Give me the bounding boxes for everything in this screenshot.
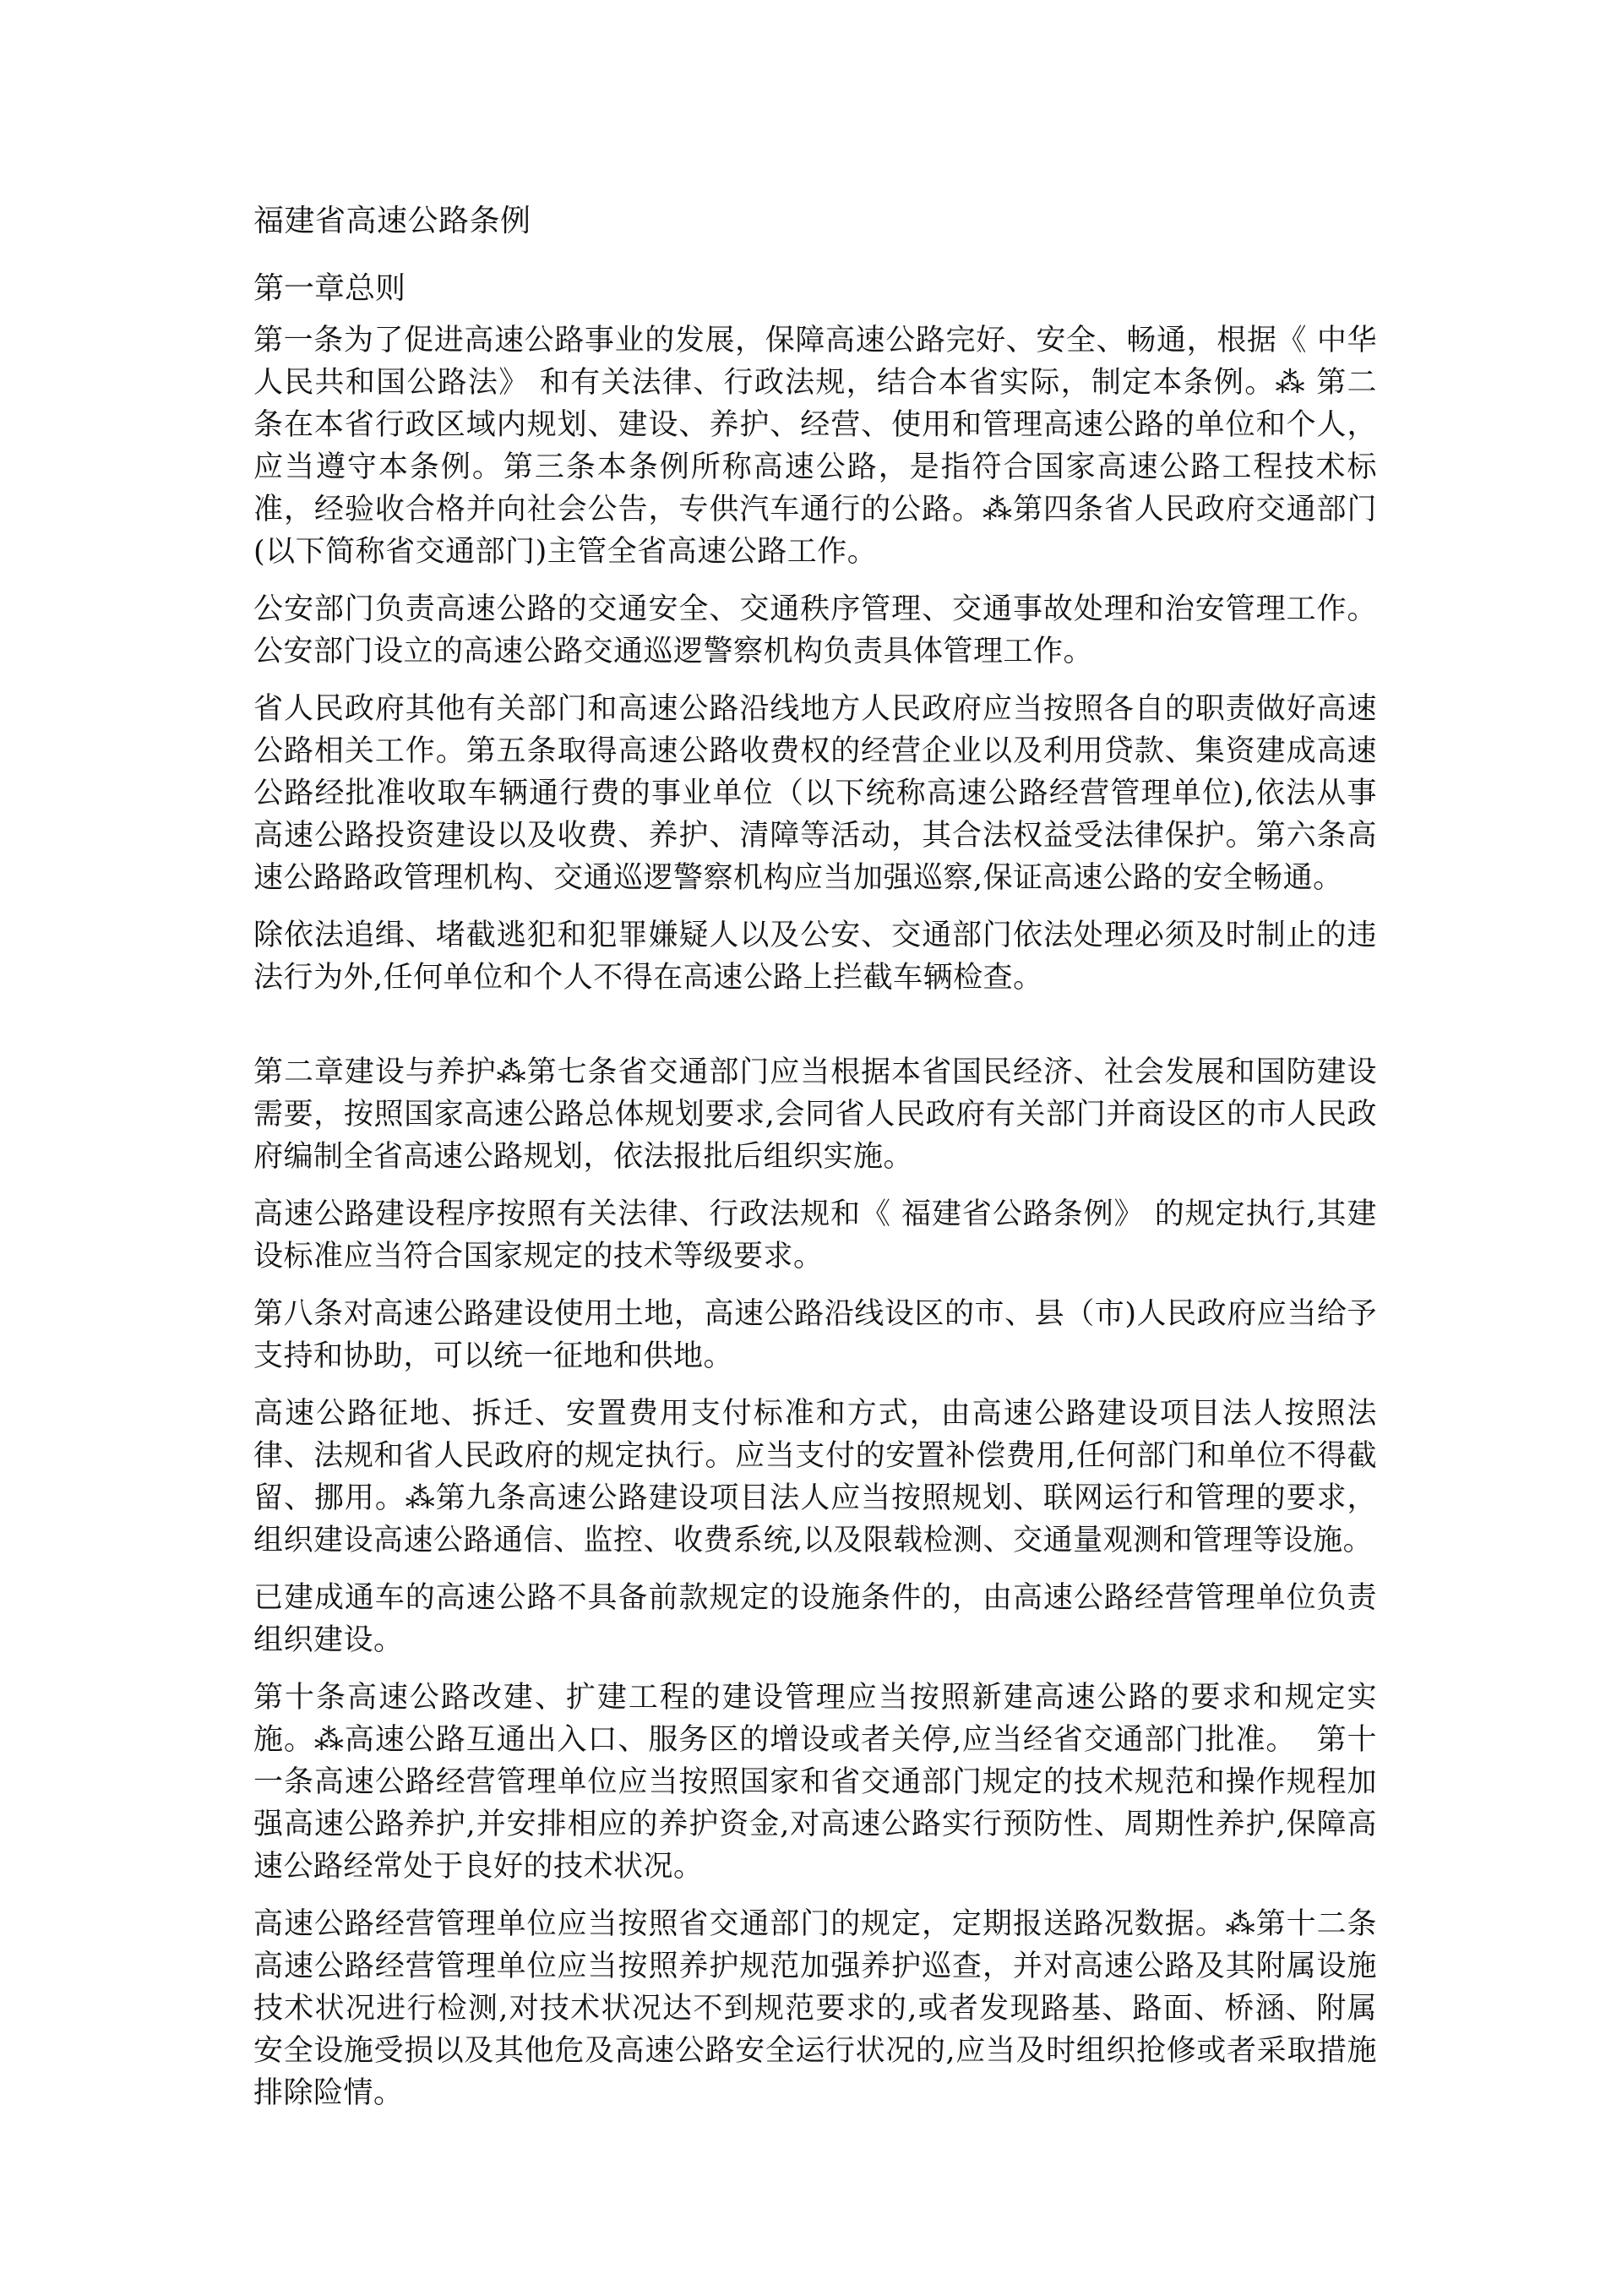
document-title: 福建省高速公路条例: [253, 204, 531, 238]
paragraph: 高速公路经营管理单位应当按照省交通部门的规定，定期报送路况数据。⁂第十二条高速公路经营管理单位应当按照养护规范加强养护巡查，并对高速公路及其附属设施技术状况进行检测,对技术状况达不到规范要求的,或者发现路基、路面、桥涵、附属安全设施受损以及其他危及高速公路安全运行状况的,应当及时组织抢修或者采取措施排除险情。: [253, 1907, 1377, 2110]
document-page: [253, 199, 1377, 2130]
paragraph: 公安部门负责高速公路的交通安全、交通秩序管理、交通事故处理和治安管理工作。公安部门设立的高速公路交通巡逻警察机构负责具体管理工作。: [253, 592, 1377, 668]
section-spacer: [253, 1014, 1377, 1051]
paragraph: 第二章建设与养护⁂第七条省交通部门应当根据本省国民经济、社会发展和国防建设需要，按照国家高速公路总体规划要求,会同省人民政府有关部门并商设区的市人民政府编制全省高速公路规划，依法报批后组织实施。: [253, 1055, 1377, 1174]
paragraph: 省人民政府其他有关部门和高速公路沿线地方人民政府应当按照各自的职责做好高速公路相关工作。第五条取得高速公路收费权的经营企业以及利用贷款、集资建成高速公路经批准收取车辆通行费的事业单位（以下统称高速公路经营管理单位),依法从事高速公路投资建设以及收费、养护、清障等活动，其合法权益受法律保护。第六条高速公路路政管理机构、交通巡逻警察机构应当加强巡察,保证高速公路的安全畅通。: [253, 692, 1377, 895]
paragraph: 已建成通车的高速公路不具备前款规定的设施条件的，由高速公路经营管理单位负责组织建设。: [253, 1581, 1377, 1657]
paragraph: 第八条对高速公路建设使用土地，高速公路沿线设区的市、县（市)人民政府应当给予支持和协助，可以统一征地和供地。: [253, 1297, 1377, 1373]
chapter-heading: 第一章总则: [253, 271, 406, 306]
paragraph: 除依法追缉、堵截逃犯和犯罪嫌疑人以及公安、交通部门依法处理必须及时制止的违法行为外,任何单位和个人不得在高速公路上拦截车辆检查。: [253, 919, 1377, 995]
paragraph: 高速公路建设程序按照有关法律、行政法规和《 福建省公路条例》 的规定执行,其建设标准应当符合国家规定的技术等级要求。: [253, 1197, 1377, 1273]
paragraph: 第十条高速公路改建、扩建工程的建设管理应当按照新建高速公路的要求和规定实施。⁂高速公路互通出入口、服务区的增设或者关停,应当经省交通部门批准。 第十一条高速公路经营管理单位应当按照国家和省交通部门规定的技术规范和操作规程加强高速公路养护,并安排相应的养护资金,对高速公路实行预防性、周期性养护,保障高速公路经常处于良好的技术状况。: [253, 1681, 1377, 1884]
paragraph: 高速公路征地、拆迁、安置费用支付标准和方式，由高速公路建设项目法人按照法律、法规和省人民政府的规定执行。应当支付的安置补偿费用,任何部门和单位不得截留、挪用。⁂第九条高速公路建设项目法人应当按照规划、联网运行和管理的要求，组织建设高速公路通信、监控、收费系统,以及限载检测、交通量观测和管理等设施。: [253, 1397, 1377, 1557]
paragraph: 第一条为了促进高速公路事业的发展，保障高速公路完好、安全、畅通，根据《 中华人民共和国公路法》 和有关法律、行政法规，结合本省实际，制定本条例。⁂ 第二条在本省行政区域内规划、建设、养护、经营、使用和管理高速公路的单位和个人，应当遵守本条例。第三条本条例所称高速公路，是指符合国家高速公路工程技术标准，经验收合格并向社会公告，专供汽车通行的公路。⁂第四条省人民政府交通部门(以下简称省交通部门)主管全省高速公路工作。: [253, 324, 1377, 569]
